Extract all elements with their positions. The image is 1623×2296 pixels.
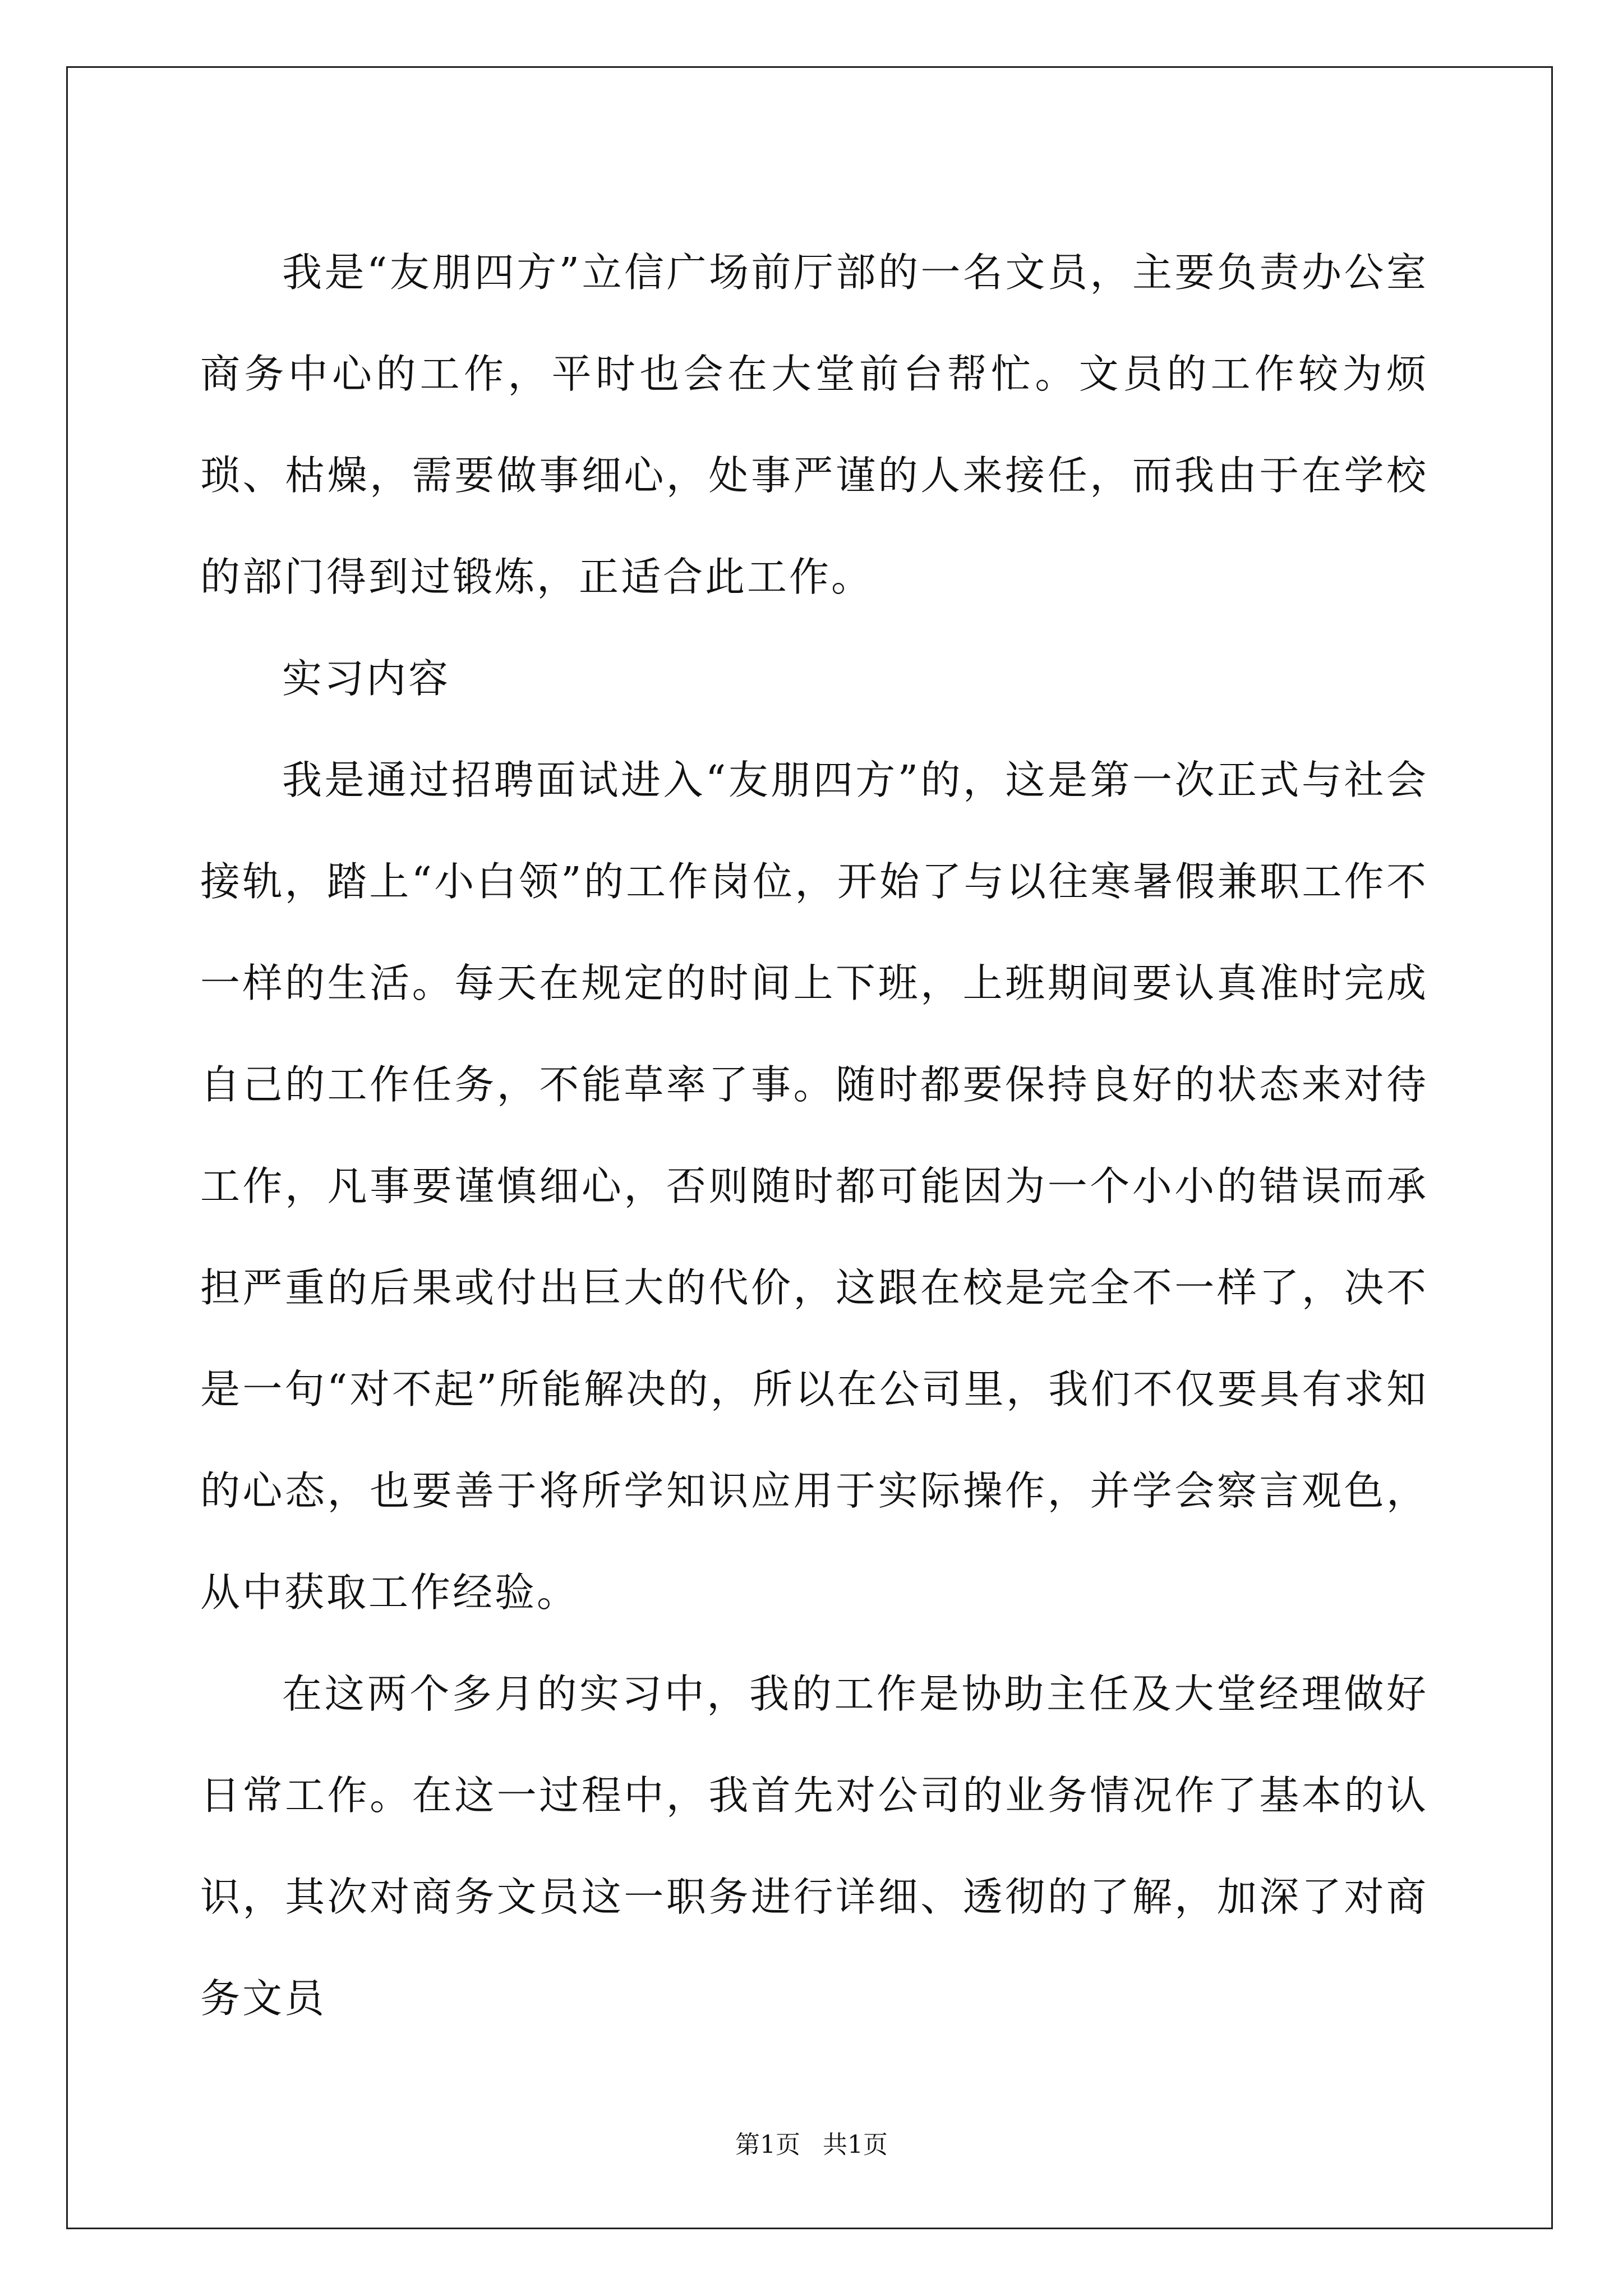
page-number: 第1页 xyxy=(735,2131,800,2159)
page-footer xyxy=(0,2128,1623,2162)
document-body xyxy=(200,222,1428,2049)
paragraph-experience: 在这两个多月的实习中，我的工作是协助主任及大堂经理做好日常工作。在这一过程中，我首先对公司的业务情况作了基本的认识，其次对商务文员这一职务进行详细、透彻的了解，加深了对商务文员 xyxy=(200,1671,1428,2022)
paragraph-content: 我是通过招聘面试进入“友朋四方”的，这是第一次正式与社会接轨，踏上“小白领”的工作岗位，开始了与以往寒暑假兼职工作不一样的生活。每天在规定的时间上下班，上班期间要认真准时完成自己的工作任务，不能草率了事。随时都要保持良好的状态来对待工作，凡事要谨慎细心，否则随时都可能因为一个小小的错误而承担严重的后果或付出巨大的代价，这跟在校是完全不一样了，决不是一句“对不起”所能解决的，所以在公司里，我们不仅要具有求知的心态，也要善于将所学知识应用于实际操作，并学会察言观色，从中获取工作经验。 xyxy=(200,757,1428,1616)
section-heading: 实习内容 xyxy=(282,655,451,702)
paragraph-intro: 我是“友朋四方”立信广场前厅部的一名文员，主要负责办公室商务中心的工作，平时也会在大堂前台帮忙。文员的工作较为烦琐、枯燥，需要做事细心，处事严谨的人来接任，而我由于在学校的部门得到过锻炼，正适合此工作。 xyxy=(200,249,1428,600)
page-total: 共1页 xyxy=(823,2131,888,2159)
